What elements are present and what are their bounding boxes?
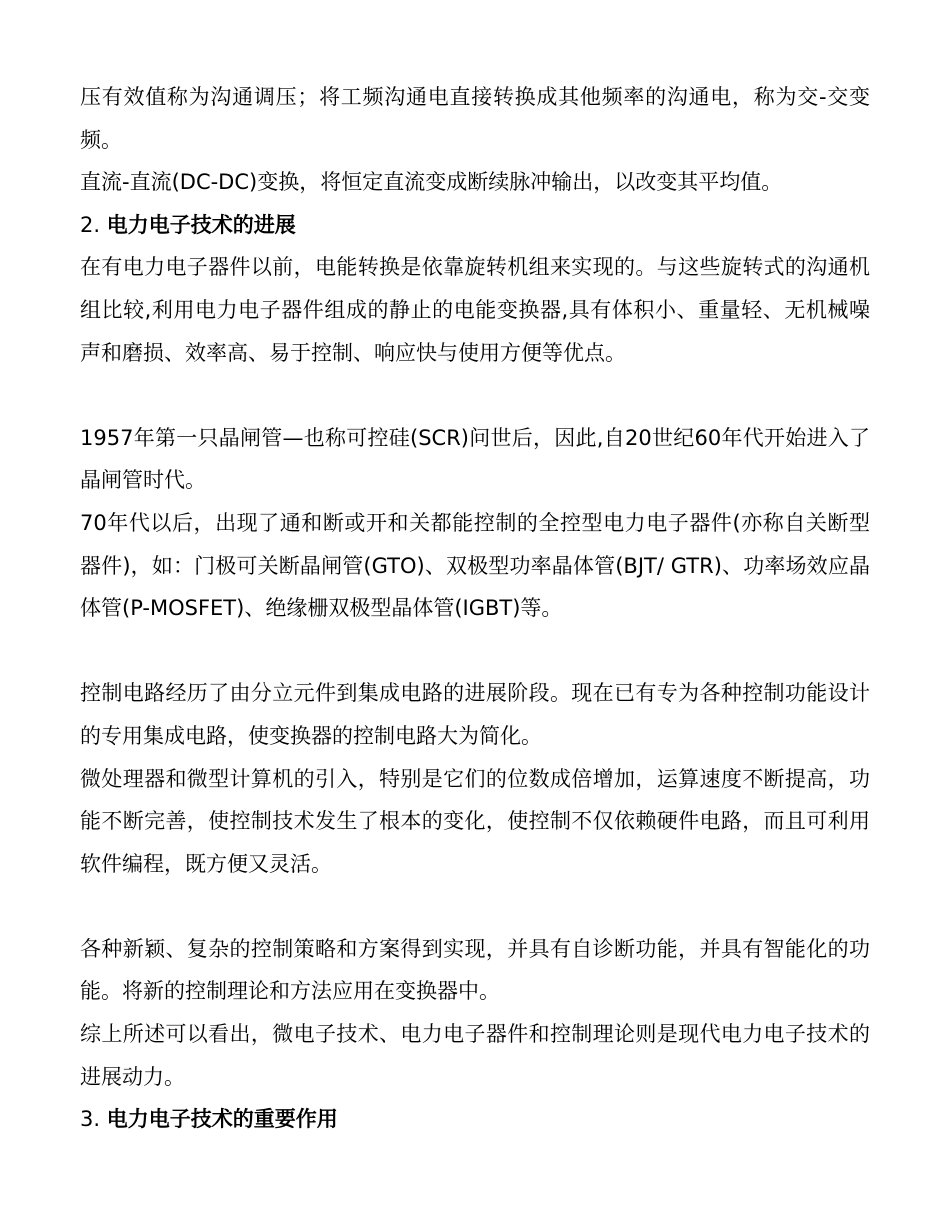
section-heading-3 [80, 1098, 870, 1141]
paragraph-summary: 综上所述可以看出，微电子技术、电力电子器件和控制理论则是现代电力电子技术的进展动力。 [80, 1022, 870, 1089]
paragraph-control-strategies: 各种新颖、复杂的控制策略和方案得到实现，并具有自诊断功能，并具有智能化的功能。将新的控制理论和方法应用在变换器中。 [80, 936, 870, 1004]
section-number: 2. [80, 212, 107, 237]
document-page [80, 76, 870, 1141]
paragraph-dc-dc-conversion: 直流-直流(DC-DC)变换，将恒定直流变成断续脉冲输出，以改变其平均值。 [80, 170, 783, 195]
paragraph-spacer [80, 885, 870, 928]
paragraph-fully-controlled-devices: 70年代以后，出现了通和断或开和关都能控制的全控型电力电子器件(亦称自关断型器件)，如：门极可关断晶闸管(GTO)、双极型功率晶体管(BJT/ GTR)、功率场效应晶体管(P-MOSFET)、绝缘栅双极型晶体管(IGBT)等。 [80, 510, 870, 621]
paragraph-ac-ac-conversion: 压有效值称为沟通调压；将工频沟通电直接转换成其他频率的沟通电，称为交-交变频。 [80, 85, 870, 152]
section-heading-2 [80, 204, 870, 247]
paragraph-microprocessors: 微处理器和微型计算机的引入，特别是它们的位数成倍增加，运算速度不断提高，功能不断完善，使控制技术发生了根本的变化，使控制不仅依赖硬件电路，而且可利用软件编程，既方便又灵活。 [80, 766, 870, 876]
paragraph-static-converter-advantages: 在有电力电子器件以前，电能转换是依靠旋转机组来实现的。与这些旋转式的沟通机组比较,利用电力电子器件组成的静止的电能变换器,具有体积小、重量轻、无机械噪声和磨损、效率高、易于控制、响应快与使用方便等优点。 [80, 255, 870, 365]
paragraph-spacer [80, 374, 870, 417]
paragraph-thyristor-era: 1957年第一只晶闸管—也称可控硅(SCR)问世后，因此,自20世纪60年代开始进入了晶闸管时代。 [80, 425, 870, 493]
paragraph-control-circuits: 控制电路经历了由分立元件到集成电路的进展阶段。现在已有专为各种控制功能设计的专用集成电路，使变换器的控制电路大为简化。 [80, 681, 870, 748]
paragraph-spacer [80, 630, 870, 673]
section-title: 电力电子技术的重要作用 [106, 1107, 338, 1132]
section-number: 3. [80, 1107, 107, 1132]
section-title: 电力电子技术的进展 [106, 212, 296, 237]
